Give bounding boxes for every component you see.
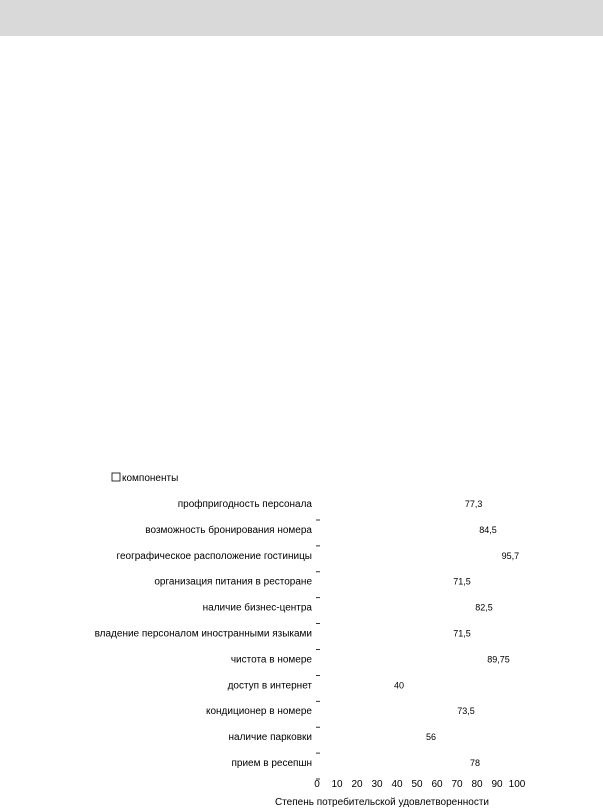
x-tick-label: 70 [451, 779, 463, 790]
x-axis-ticks [314, 779, 526, 790]
value-label: 40 [393, 680, 405, 691]
category-label: возможность бронирования номера [145, 524, 312, 536]
category-label: наличие парковки [228, 732, 312, 744]
bar [317, 550, 508, 562]
category-label: владение персоналом иностранными языками [94, 628, 312, 640]
x-tick-label: 50 [411, 779, 423, 790]
category-label: кондиционер в номере [205, 706, 312, 718]
document-page [0, 36, 603, 811]
x-tick-label: 90 [491, 779, 503, 790]
bar [317, 653, 497, 665]
category-label: доступ в интернет [227, 680, 312, 692]
value-label: 95,7 [501, 550, 520, 561]
bar [317, 705, 464, 717]
value-label: 77,3 [464, 499, 483, 509]
value-label: 84,5 [479, 524, 497, 535]
satisfaction-bar-chart [0, 36, 603, 811]
x-tick-label: 40 [391, 779, 403, 790]
value-label: 71,5 [453, 628, 471, 639]
category-label: чистота в номере [230, 654, 312, 666]
category-label: географическое расположение гостиницы [116, 550, 312, 562]
value-label: 82,5 [475, 602, 493, 613]
value-label: 73,5 [457, 706, 475, 717]
bar [317, 628, 460, 640]
x-tick-label: 80 [471, 779, 483, 790]
value-label: 78 [469, 758, 481, 768]
x-tick-label: 10 [331, 779, 343, 790]
legend-label: компоненты [122, 473, 179, 484]
bar [317, 757, 473, 769]
bar [317, 498, 472, 510]
x-tick-label: 60 [431, 779, 443, 790]
bar [317, 524, 486, 536]
viewer-toolbar [0, 0, 603, 36]
bars [317, 498, 508, 769]
x-tick-label: 20 [351, 779, 363, 790]
category-label: организация питания в ресторане [154, 576, 312, 588]
bar [317, 679, 397, 691]
legend-swatch [112, 473, 120, 481]
x-tick-label: 30 [371, 779, 383, 790]
bar [317, 731, 429, 743]
category-label: наличие бизнес-центра [202, 602, 312, 614]
value-label: 71,5 [453, 576, 471, 587]
x-tick-label: 100 [508, 779, 526, 790]
category-axis [95, 498, 320, 779]
bar [317, 576, 460, 588]
value-label: 56 [425, 732, 437, 743]
x-axis-label: Степень потребительской удовлетворенности [274, 797, 490, 808]
x-tick-label: 0 [314, 779, 320, 790]
bar [317, 602, 482, 614]
category-label: профпригодность персонала [177, 499, 312, 510]
value-label: 89,75 [487, 654, 510, 665]
category-label: прием в ресепшн [231, 758, 312, 769]
legend [112, 473, 178, 484]
